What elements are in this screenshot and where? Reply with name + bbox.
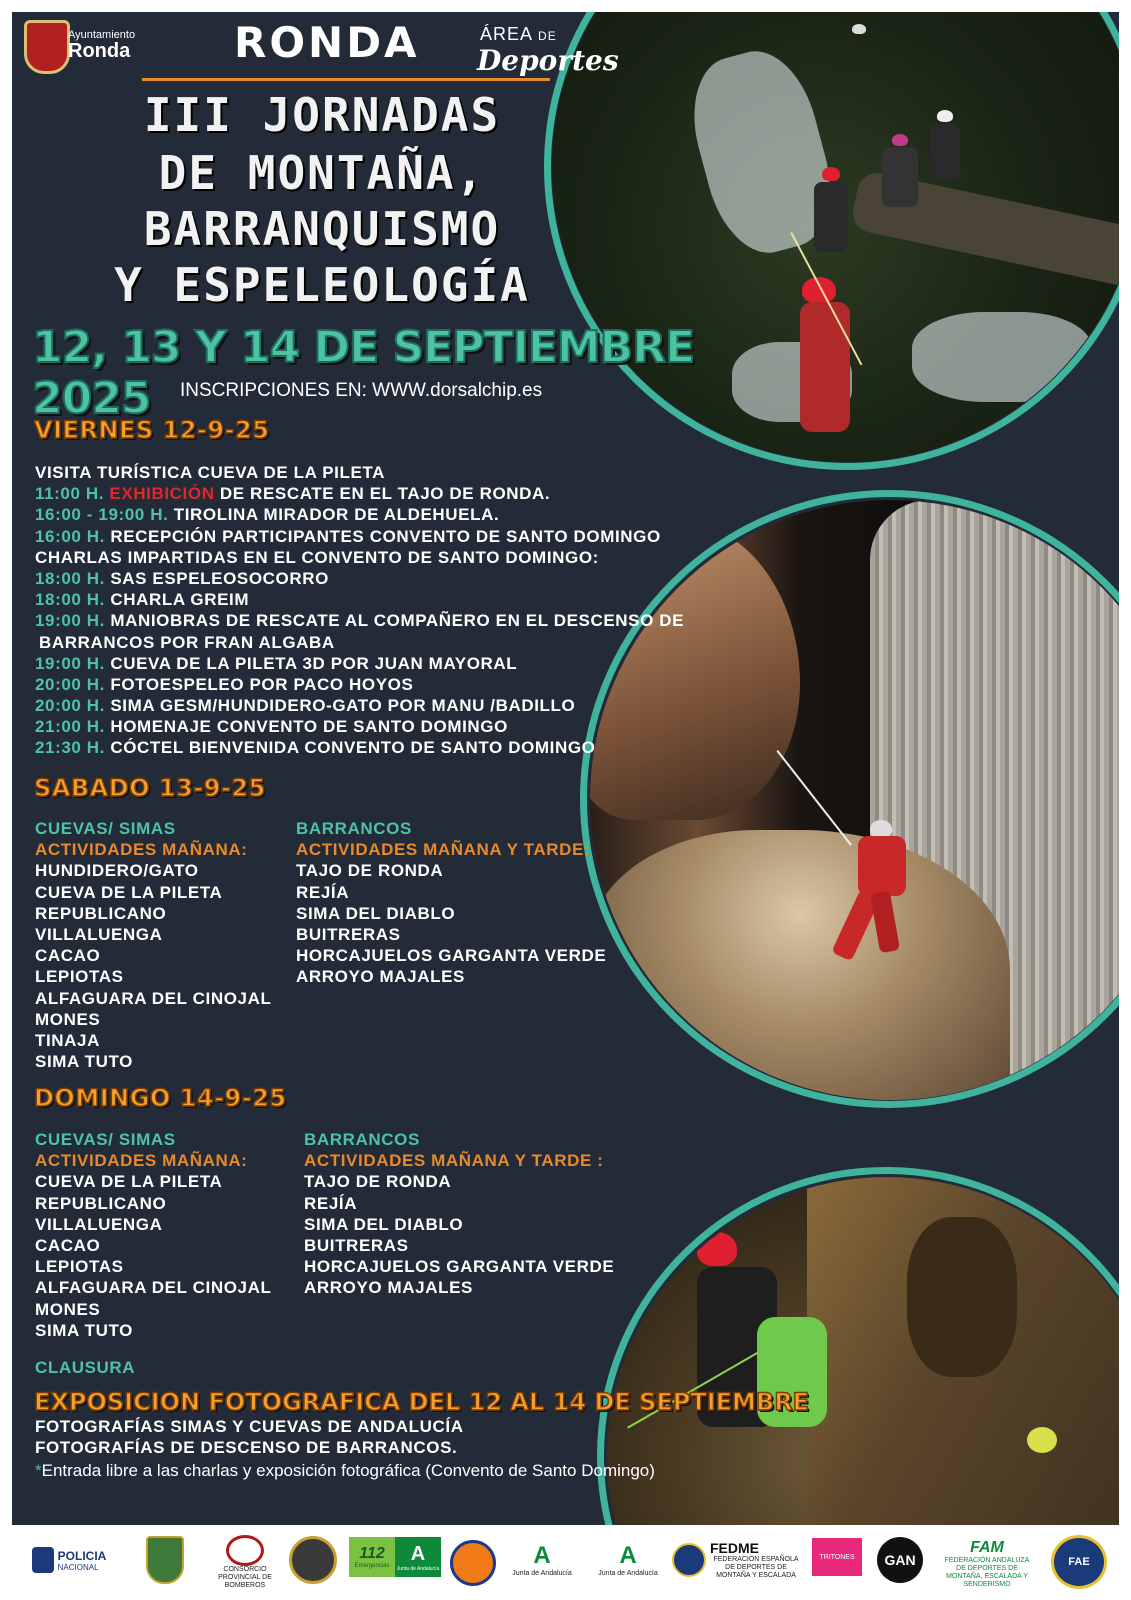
schedule-row [35,675,684,696]
schedule-text: TIROLINA MIRADOR DE ALDEHUELA. [173,505,500,525]
list-item: REPUBLICANO [35,903,167,923]
schedule-text: VISITA TURÍSTICA CUEVA DE LA PILETA [35,463,385,482]
logo-top-text: Ayuntamiento [68,29,136,41]
schedule-row [35,505,684,526]
schedule-row [35,484,684,505]
area-top-text: ÁREA [480,24,533,44]
clausura-label: CLAUSURA [35,1358,136,1377]
list-item: ALFAGUARA DEL CINOJAL [35,988,272,1008]
area-de-text: DE [538,29,557,43]
schedule-time: 20:00 H. [35,696,106,716]
e112-sub-text: Emergencias [354,1563,390,1569]
schedule-time: 18:00 H. [35,590,106,610]
schedule-text: CHARLA GREIM [110,590,250,610]
junta-sub-text: Junta de Andalucía [396,1565,440,1572]
list-item: BUITRERAS [296,924,401,944]
sabado-cuevas-column [35,819,271,1073]
title-line-3: BARRANQUISMO [143,202,501,256]
photo-ring-3 [597,1167,1119,1525]
sabado-heading: SABADO 13-9-25 [34,774,266,802]
junta-block [395,1537,441,1577]
list-item: HORCAJUELOS GARGANTA VERDE [296,946,607,966]
list-item: SIMA DEL DIABLO [304,1214,464,1234]
fedme-sub-text: FEDERACIÓN ESPAÑOLA DE DEPORTES DE MONTAÑA Y ESCALADA [713,1556,799,1579]
schedule-row [35,569,684,590]
area-deportes-text: Deportes [477,44,619,77]
policia-text: POLICIA [57,1548,107,1563]
emergencias-block [349,1537,395,1577]
junta-a-text: A [410,1542,426,1565]
schedule-time: 19:00 H. [35,653,106,673]
list-item: SIMA DEL DIABLO [296,903,456,923]
exposicion-line-2: FOTOGRAFÍAS DE DESCENSO DE BARRANCOS. [35,1438,458,1458]
schedule-text: SAS ESPELEOSOCORRO [110,568,329,588]
schedule-row [35,696,684,717]
title-line-2: DE MONTAÑA, [158,146,486,200]
list-item: TAJO DE RONDA [304,1172,452,1192]
schedule-time: 16:00 - 19:00 H. [35,505,169,525]
list-item: SIMA TUTO [35,1052,133,1072]
cuevas-title: CUEVAS/ SIMAS [35,1130,176,1149]
list-item: VILLALUENGA [35,924,163,944]
sabado-barrancos-column [296,819,606,989]
schedule-row [35,654,684,675]
fam-sub-text: FEDERACIÓN ANDALUZA DE DEPORTES DE MONTAÑA, ESCALADA Y SENDERISMO [944,1557,1030,1588]
cuevas-title: CUEVAS/ SIMAS [35,819,176,838]
domingo-heading: DOMINGO 14-9-25 [34,1084,287,1112]
title-line-1: III JORNADAS [143,88,501,142]
junta-andalucia-logo-1 [512,1535,572,1585]
fedme-icon [672,1543,706,1577]
schedule-row [35,527,684,548]
schedule-text: CHARLAS IMPARTIDAS EN EL CONVENTO DE SANTO DOMINGO: [35,547,599,567]
barrancos-subtitle: ACTIVIDADES MAÑANA Y TARDE: [296,840,591,860]
list-item: ARROYO MAJALES [304,1278,473,1298]
schedule-text: BARRANCOS POR FRAN ALGABA [39,632,335,652]
schedule-time: 21:00 H. [35,717,106,737]
fae-logo [1052,1535,1106,1589]
inscripciones-link[interactable]: INSCRIPCIONES EN: WWW.dorsalchip.es [180,380,543,401]
list-item: REJÍA [304,1193,358,1213]
poster [12,12,1119,1525]
list-item: CUEVA DE LA PILETA [35,1172,223,1192]
schedule-row [35,548,684,569]
list-item: ALFAGUARA DEL CINOJAL [35,1278,272,1298]
junta-text-2: Junta de Andalucía [598,1570,658,1577]
list-item: HUNDIDERO/GATO [35,861,199,881]
schedule-text: MANIOBRAS DE RESCATE AL COMPAÑERO EN EL DESCENSO DE [110,611,685,631]
list-item: BUITRERAS [304,1235,409,1255]
barrancos-title: BARRANCOS [304,1130,420,1149]
viernes-heading: VIERNES 12-9-25 [34,416,270,444]
list-item: REJÍA [296,882,350,902]
list-item: LEPIOTAS [35,1257,124,1277]
gan-logo [875,1535,925,1585]
entry-note [35,1461,655,1481]
badge-icon [289,1536,337,1584]
fedme-text: FEDME [710,1540,759,1556]
tritones-text: TRITONES [812,1538,862,1576]
list-item: VILLALUENGA [35,1214,163,1234]
schedule-text: DE RESCATE EN EL TAJO DE RONDA. [219,484,551,504]
header-divider [142,78,550,81]
ayuntamiento-shield-icon [24,20,70,74]
junta-andalucia-logo-2 [593,1535,663,1585]
policia-nacional-logo [14,1535,124,1585]
list-item: CACAO [35,946,101,966]
barrancos-subtitle: ACTIVIDADES MAÑANA Y TARDE : [304,1151,604,1171]
e112-text: 112 [359,1545,385,1562]
list-item: TINAJA [35,1030,100,1050]
schedule-row [35,717,684,738]
civil-protection-icon [450,1540,496,1586]
ayuntamiento-logo [68,30,135,61]
schedule-text: FOTOESPELEO POR PACO HOYOS [110,674,414,694]
schedule-highlight: EXHIBICIÓN [109,484,215,504]
list-item: CACAO [35,1235,101,1255]
title-line-4: Y ESPELEOLOGÍA [114,258,530,312]
fam-text: FAM [970,1539,1004,1556]
exposicion-details [35,1417,464,1459]
fae-text: FAE [1051,1535,1107,1589]
domingo-barrancos-column [304,1130,614,1300]
schedule-row [35,611,684,632]
schedule-text: CÓCTEL BIENVENIDA CONVENTO DE SANTO DOMINGO [110,738,596,758]
viernes-schedule [35,463,684,760]
schedule-time: 20:00 H. [35,674,106,694]
area-label [480,24,557,45]
sponsor-footer [0,1525,1131,1600]
schedule-row [35,463,684,484]
junta-a-icon: A [619,1542,637,1569]
note-asterisk: * [35,1461,42,1480]
schedule-text: CUEVA DE LA PILETA 3D POR JUAN MAYORAL [110,653,518,673]
schedule-text: HOMENAJE CONVENTO DE SANTO DOMINGO [110,717,508,737]
shield-icon [146,1536,184,1584]
schedule-time: 21:30 H. [35,738,106,758]
schedule-time: 16:00 H. [35,526,106,546]
list-item: MONES [35,1299,101,1319]
military-shield-logo [145,1535,185,1585]
list-item: REPUBLICANO [35,1193,167,1213]
bomberos-text: CONSORCIO PROVINCIAL DE BOMBEROS [218,1566,272,1589]
note-text: Entrada libre a las charlas y exposición fotográfica (Convento de Santo Domingo) [41,1461,655,1480]
fam-logo [942,1535,1032,1593]
event-dates: 12, 13 Y 14 DE SEPTIEMBRE 2025 [32,322,695,424]
cuevas-subtitle: ACTIVIDADES MAÑANA: [35,840,248,860]
schedule-time: 19:00 H. [35,611,106,631]
police-badge-icon [32,1547,54,1573]
town-title: RONDA [234,18,420,67]
schedule-row [35,633,684,654]
nacional-text: NACIONAL [57,1562,99,1572]
emergencias-112-logo [348,1535,442,1579]
schedule-time: 11:00 H. [35,484,105,504]
list-item: SIMA TUTO [35,1320,133,1340]
schedule-text: SIMA GESM/HUNDIDERO-GATO POR MANU /BADILLO [110,696,576,716]
list-item: LEPIOTAS [35,967,124,987]
exposicion-heading: EXPOSICION FOTOGRAFICA DEL 12 AL 14 DE SEPTIEMBRE [34,1388,810,1416]
list-item: ARROYO MAJALES [296,967,465,987]
fedme-logo [672,1535,802,1585]
bomberos-logo [205,1535,285,1590]
junta-text-1: Junta de Andalucía [512,1570,572,1577]
schedule-row [35,590,684,611]
list-item: CUEVA DE LA PILETA [35,882,223,902]
gan-text: GAN [877,1537,923,1583]
schedule-time: 18:00 H. [35,568,106,588]
logo-bottom-text: Ronda [68,40,131,62]
fire-helmet-icon [226,1535,264,1566]
schedule-row [35,738,684,759]
proteccion-civil-logo [452,1535,494,1591]
cuevas-subtitle: ACTIVIDADES MAÑANA: [35,1151,248,1171]
list-item: HORCAJUELOS GARGANTA VERDE [304,1257,615,1277]
policia-local-logo [292,1535,334,1585]
barrancos-title: BARRANCOS [296,819,412,838]
schedule-text: RECEPCIÓN PARTICIPANTES CONVENTO DE SANTO DOMINGO [110,526,661,546]
list-item: MONES [35,1009,101,1029]
exposicion-line-1: FOTOGRAFÍAS SIMAS Y CUEVAS DE ANDALUCÍA [35,1417,464,1436]
list-item: TAJO DE RONDA [296,861,444,881]
domingo-cuevas-column [35,1130,271,1342]
tritones-logo [812,1535,862,1579]
junta-a-icon: A [533,1542,551,1569]
